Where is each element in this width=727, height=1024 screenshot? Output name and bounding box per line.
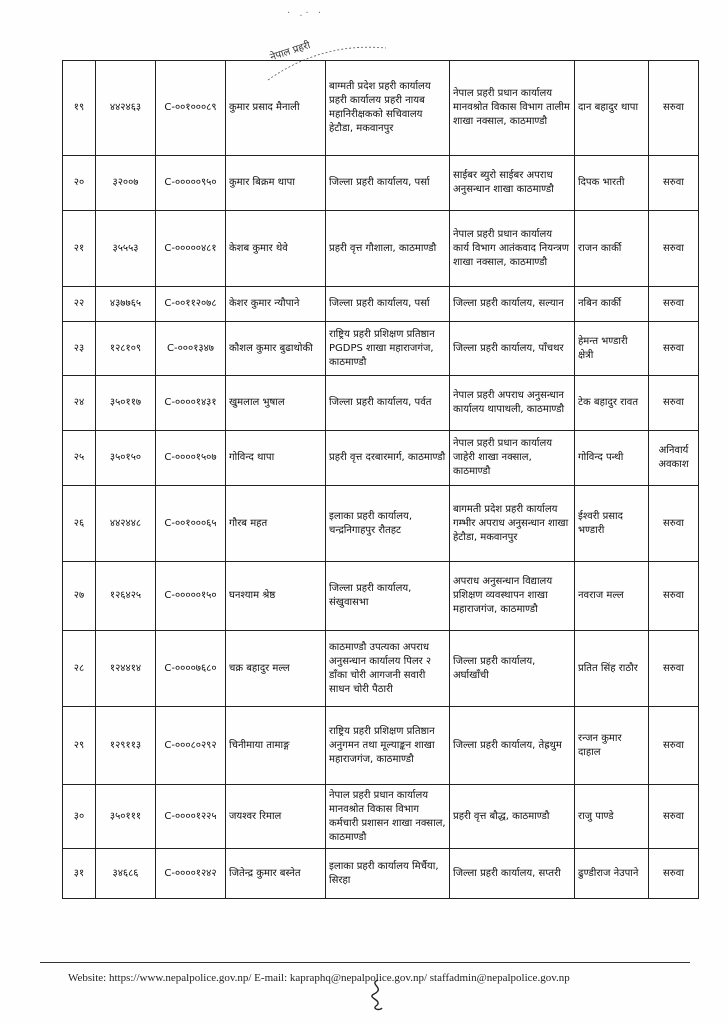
scan-speckles: · .· · [287, 8, 325, 19]
transfer-status: सरुवा [649, 486, 699, 562]
table-row [63, 211, 699, 287]
approver-name: ढुण्डीराज नेउपाने [575, 849, 649, 899]
transfer-office: अपराध अनुसन्धान विद्यालय प्रशिक्षण व्यवस्थापन शाखा महाराजगंज, काठमाण्डौ [450, 562, 575, 631]
transfer-status: सरुवा [649, 376, 699, 431]
approver-name: दिपक भारती [575, 156, 649, 211]
current-office: इलाका प्रहरी कार्यालय मिर्चैया, सिरहा [326, 849, 450, 899]
code-number: C-००११२०७८ [156, 287, 226, 322]
current-office: जिल्ला प्रहरी कार्यालय, पर्सा [326, 156, 450, 211]
current-office: नेपाल प्रहरी प्रधान कार्यालय मानवश्रोत विकास विभाग कर्मचारी प्रशासन शाखा नक्साल, काठमाण्डौ [326, 785, 450, 849]
current-office: काठमाण्डौ उपत्यका अपराध अनुसन्धान कार्यालय पिलर २ डाँका चोरी आगजनी सवारी साधन चोरी पैठारी [326, 631, 450, 707]
employee-name: केशब कुमार थेवे [226, 211, 326, 287]
serial-number: २० [63, 156, 96, 211]
code-number: C-००००१५०७ [156, 431, 226, 486]
transfer-status: सरुवा [649, 562, 699, 631]
code-number: C-०००००९५० [156, 156, 226, 211]
employee-name: कुमार प्रसाद मैनाली [226, 61, 326, 156]
code-number: C-००००१४३१ [156, 376, 226, 431]
transfer-table [62, 60, 699, 899]
employee-number: ३५०११७ [96, 376, 156, 431]
transfer-status: सरुवा [649, 631, 699, 707]
footer-divider [40, 962, 690, 963]
approver-name: ईश्वरी प्रसाद भण्डारी [575, 486, 649, 562]
footer-contact: Website: https://www.nepalpolice.gov.np/ E-mail: kapraphq@nepalpolice.gov.np/ staffadmin@nepalpolice.gov.np [68, 972, 570, 984]
approver-name: नबिन कार्की [575, 287, 649, 322]
approver-name: राजन कार्की [575, 211, 649, 287]
transfer-status: सरुवा [649, 849, 699, 899]
table-row [63, 156, 699, 211]
current-office: राष्ट्रिय प्रहरी प्रशिक्षण प्रतिष्ठान PGDPS शाखा महाराजगंज, काठमाण्डौ [326, 322, 450, 376]
serial-number: २९ [63, 707, 96, 785]
employee-number: १२९११३ [96, 707, 156, 785]
approver-name: हेमन्त भण्डारी क्षेत्री [575, 322, 649, 376]
employee-number: १२८१०९ [96, 322, 156, 376]
transfer-status: सरुवा [649, 322, 699, 376]
serial-number: २४ [63, 376, 96, 431]
current-office: प्रहरी वृत्त गौशाला, काठमाण्डौ [326, 211, 450, 287]
transfer-status: सरुवा [649, 61, 699, 156]
approver-name: दान बहादुर थापा [575, 61, 649, 156]
employee-name: जितेन्द्र कुमार बस्नेत [226, 849, 326, 899]
serial-number: १९ [63, 61, 96, 156]
transfer-status: सरुवा [649, 785, 699, 849]
employee-number: ३२००७ [96, 156, 156, 211]
table-row [63, 631, 699, 707]
transfer-office: नेपाल प्रहरी प्रधान कार्यालय मानवश्रोत विकास विभाग तालीम शाखा नक्साल, काठमाण्डौ [450, 61, 575, 156]
transfer-status: अनिवार्य अवकाश [649, 431, 699, 486]
transfer-office: जिल्ला प्रहरी कार्यालय, पाँचथर [450, 322, 575, 376]
serial-number: २७ [63, 562, 96, 631]
table-row [63, 486, 699, 562]
code-number: C-०००००१५० [156, 562, 226, 631]
transfer-status: सरुवा [649, 211, 699, 287]
serial-number: ३० [63, 785, 96, 849]
employee-name: केशर कुमार न्यौपाने [226, 287, 326, 322]
code-number: C-०००८०२९२ [156, 707, 226, 785]
employee-name: गौरब महत [226, 486, 326, 562]
code-number: C-००००१२२५ [156, 785, 226, 849]
transfer-office: जिल्ला प्रहरी कार्यालय, सल्यान [450, 287, 575, 322]
serial-number: २३ [63, 322, 96, 376]
serial-number: २२ [63, 287, 96, 322]
employee-name: जयश्वर रिमाल [226, 785, 326, 849]
table-row [63, 376, 699, 431]
employee-name: कौशल कुमार बुढाथोकी [226, 322, 326, 376]
current-office: राष्ट्रिय प्रहरी प्रशिक्षण प्रतिष्ठान अनुगमन तथा मूल्याङ्कन शाखा महाराजगंज, काठमाण्डौ [326, 707, 450, 785]
transfer-status: सरुवा [649, 287, 699, 322]
transfer-office: बागमती प्रदेश प्रहरी कार्यालय गम्भीर अपराध अनुसन्धान शाखा हेटौडा, मकवानपुर [450, 486, 575, 562]
transfer-office: नेपाल प्रहरी प्रधान कार्यालय जाहेरी शाखा नक्साल, काठमाण्डौ [450, 431, 575, 486]
employee-number: ३५५५३ [96, 211, 156, 287]
employee-name: गोविन्द थापा [226, 431, 326, 486]
approver-name: टेक बहादुर रावत [575, 376, 649, 431]
employee-number: १२६४२५ [96, 562, 156, 631]
transfer-office: साईबर ब्युरो साईबर अपराध अनुसन्धान शाखा काठमाण्डौ [450, 156, 575, 211]
employee-number: ४३७७६५ [96, 287, 156, 322]
table-row [63, 562, 699, 631]
signature [364, 978, 390, 1012]
code-number: C-००१०००६५ [156, 486, 226, 562]
table-row [63, 431, 699, 486]
employee-name: कुमार बिक्रम थापा [226, 156, 326, 211]
employee-name: चक्र बहादुर मल्ल [226, 631, 326, 707]
transfer-office: जिल्ला प्रहरी कार्यालय, तेह्रथुम [450, 707, 575, 785]
current-office: प्रहरी वृत्त दरबारमार्ग, काठमाण्डौ [326, 431, 450, 486]
code-number: C-००००१२४२ [156, 849, 226, 899]
table-row [63, 322, 699, 376]
table-row [63, 849, 699, 899]
current-office: जिल्ला प्रहरी कार्यालय, पर्वत [326, 376, 450, 431]
table-body [63, 61, 699, 899]
approver-name: राजु पाण्डे [575, 785, 649, 849]
serial-number: ३१ [63, 849, 96, 899]
approver-name: प्रतित सिंह राठौर [575, 631, 649, 707]
employee-number: १२४४१४ [96, 631, 156, 707]
serial-number: २८ [63, 631, 96, 707]
current-office: जिल्ला प्रहरी कार्यालय, पर्सा [326, 287, 450, 322]
employee-number: ३४६८६ [96, 849, 156, 899]
table-row [63, 707, 699, 785]
code-number: C-०००००४८१ [156, 211, 226, 287]
employee-name: खुमलाल भुषाल [226, 376, 326, 431]
approver-name: नवराज मल्ल [575, 562, 649, 631]
serial-number: २१ [63, 211, 96, 287]
transfer-status: सरुवा [649, 156, 699, 211]
transfer-office: नेपाल प्रहरी अपराध अनुसन्धान कार्यालय थापाथली, काठमाण्डौ [450, 376, 575, 431]
table-row [63, 287, 699, 322]
employee-number: ४४२४४८ [96, 486, 156, 562]
employee-number: ३५०१११ [96, 785, 156, 849]
employee-number: ३५०१५० [96, 431, 156, 486]
code-number: C-०००१३४७ [156, 322, 226, 376]
code-number: C-००१०००८९ [156, 61, 226, 156]
transfer-status: सरुवा [649, 707, 699, 785]
employee-number: ४४२४६३ [96, 61, 156, 156]
table-row [63, 61, 699, 156]
current-office: जिल्ला प्रहरी कार्यालय, संखुवासभा [326, 562, 450, 631]
serial-number: २५ [63, 431, 96, 486]
table-row [63, 785, 699, 849]
transfer-office: नेपाल प्रहरी प्रधान कार्यालय कार्य विभाग आतंकवाद नियन्त्रण शाखा नक्साल, काठमाण्डौ [450, 211, 575, 287]
transfer-office: जिल्ला प्रहरी कार्यालय, सप्तरी [450, 849, 575, 899]
approver-name: रन्जन कुमार दाहाल [575, 707, 649, 785]
stamp-text: नेपाल प्रहरी [268, 40, 312, 64]
approver-name: गोविन्द पन्थी [575, 431, 649, 486]
employee-name: चिनीमाया तामाङ्ग [226, 707, 326, 785]
code-number: C-००००७६८० [156, 631, 226, 707]
serial-number: २६ [63, 486, 96, 562]
transfer-office: प्रहरी वृत्त बौद्ध, काठमाण्डौ [450, 785, 575, 849]
employee-name: घनश्याम श्रेष्ठ [226, 562, 326, 631]
transfer-office: जिल्ला प्रहरी कार्यालय, अर्घाखाँची [450, 631, 575, 707]
current-office: बाग्मती प्रदेश प्रहरी कार्यालय प्रहरी कार्यालय प्रहरी नायब महानिरीक्षकको सचिवालय हेटौडा, मकवानपुर [326, 61, 450, 156]
current-office: इलाका प्रहरी कार्यालय, चन्द्रनिगाहपुर रौतहट [326, 486, 450, 562]
